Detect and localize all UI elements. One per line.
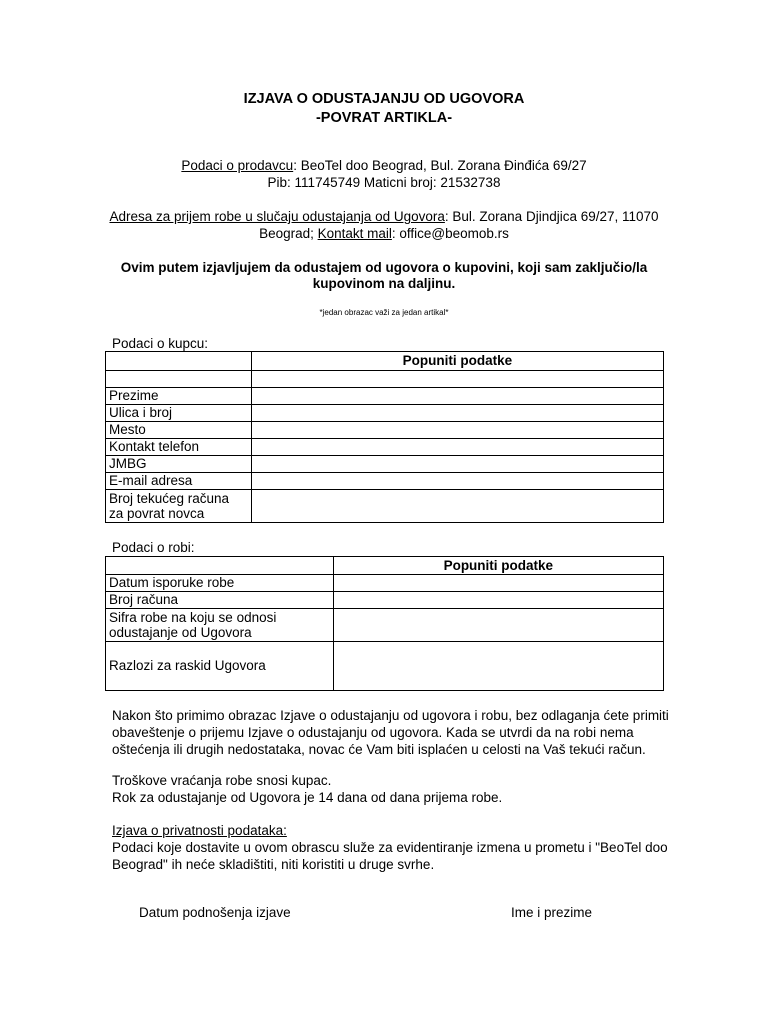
goods-heading: Podaci o robi:	[112, 540, 195, 555]
goods-reasons-label: Razlozi za raskid Ugovora	[106, 642, 334, 691]
table-row	[106, 642, 664, 691]
buyer-column-header: Popuniti podatke	[251, 352, 663, 371]
buyer-row-label: Kontakt telefon	[106, 439, 252, 456]
buyer-row-label: JMBG	[106, 456, 252, 473]
table-row	[106, 456, 664, 473]
costs-paragraph	[112, 772, 712, 806]
table-row	[106, 422, 664, 439]
buyer-input-cell[interactable]	[251, 490, 663, 523]
goods-row-label: Broj računa	[106, 592, 334, 609]
table-row	[106, 405, 664, 422]
refund-paragraph	[112, 707, 712, 758]
table-row	[106, 388, 664, 405]
goods-input-cell[interactable]	[333, 609, 663, 642]
buyer-bank-label	[106, 490, 252, 523]
table-row	[106, 609, 664, 642]
buyer-header-row	[106, 352, 664, 371]
buyer-row-label	[106, 371, 252, 388]
buyer-row-label: Mesto	[106, 422, 252, 439]
paragraph-line: Beograd" ih neće skladištiti, niti koristiti u druge svrhe.	[112, 857, 435, 872]
paragraph-line: Podaci koje dostavite u ovom obrascu služe za evidentiranje izmena u prometu i "BeoTel doo	[112, 840, 668, 855]
document-title: IZJAVA O ODUSTAJANJU OD UGOVORA	[243, 91, 525, 107]
buyer-row-label: E-mail adresa	[106, 473, 252, 490]
goods-input-cell[interactable]	[333, 642, 663, 691]
contact-mail-value: : office@beomob.rs	[391, 226, 509, 241]
buyer-input-cell[interactable]	[251, 388, 663, 405]
return-address	[0, 208, 768, 225]
goods-input-cell[interactable]	[333, 592, 663, 609]
table-row	[106, 575, 664, 592]
goods-column-header: Popuniti podatke	[333, 557, 663, 575]
submission-date-label: Datum podnošenja izjave	[139, 905, 291, 920]
paragraph-line: Rok za odustajanje od Ugovora je 14 dana od dana prijema robe.	[112, 790, 503, 805]
document-subtitle: -POVRAT ARTIKLA-	[315, 110, 453, 126]
goods-header-row	[106, 557, 664, 575]
goods-code-label	[106, 609, 334, 642]
address-label: Adresa za prijem robe u slučaju odustajanja od Ugovora	[109, 209, 445, 224]
table-cell	[106, 557, 334, 575]
declaration-line-1: Ovim putem izjavljujem da odustajem od ugovora o kupovini, koji sam zaključio/la	[120, 260, 648, 275]
paragraph-line: Troškove vraćanja robe snosi kupac.	[112, 773, 332, 788]
seller-info	[0, 157, 768, 174]
full-name-label: Ime i prezime	[511, 905, 593, 920]
seller-value: : BeoTel doo Beograd, Bul. Zorana Đinđića 69/27	[293, 158, 587, 173]
buyer-input-cell[interactable]	[251, 456, 663, 473]
paragraph-line: Nakon što primimo obrazac Izjave o odustajanju od ugovora i robu, bez odlaganja ćete primiti	[112, 708, 669, 723]
seller-ids: Pib: 111745749 Maticni broj: 21532738	[267, 175, 501, 190]
goods-table	[105, 556, 664, 691]
address-city: Beograd;	[259, 226, 318, 241]
contact-mail-label: Kontakt mail	[317, 226, 392, 241]
form-note: *jedan obrazac važi za jedan artikal*	[319, 308, 449, 317]
privacy-section	[112, 822, 712, 873]
buyer-input-cell[interactable]	[251, 405, 663, 422]
address-value: : Bul. Zorana Djindjica 69/27, 11070	[444, 209, 659, 224]
table-row	[106, 473, 664, 490]
bank-label-line-1: Broj tekućeg računa	[109, 490, 230, 506]
table-row	[106, 592, 664, 609]
buyer-input-cell[interactable]	[251, 439, 663, 456]
buyer-row-label: Prezime	[106, 388, 252, 405]
code-label-line-2: odustajanje od Ugovora	[109, 625, 252, 640]
buyer-heading: Podaci o kupcu:	[112, 336, 209, 351]
privacy-heading: Izjava o privatnosti podataka:	[112, 823, 287, 838]
paragraph-line: obaveštenje o prijemu Izjave o odustajanju od ugovora. Kada se utvrdi da na robi nema	[112, 725, 634, 740]
seller-label: Podaci o prodavcu	[181, 158, 294, 173]
table-cell	[106, 352, 252, 371]
buyer-input-cell[interactable]	[251, 473, 663, 490]
contact-line	[0, 225, 768, 242]
code-label-line-1: Sifra robe na koju se odnosi	[109, 609, 277, 625]
buyer-table	[105, 351, 664, 523]
table-row	[106, 371, 664, 388]
buyer-input-cell[interactable]	[251, 371, 663, 388]
goods-row-label: Datum isporuke robe	[106, 575, 334, 592]
bank-label-line-2: za povrat novca	[109, 506, 205, 521]
goods-input-cell[interactable]	[333, 575, 663, 592]
buyer-row-label: Ulica i broj	[106, 405, 252, 422]
table-row	[106, 439, 664, 456]
table-row	[106, 490, 664, 523]
buyer-input-cell[interactable]	[251, 422, 663, 439]
declaration-line-2: kupovinom na daljinu.	[312, 276, 456, 291]
paragraph-line: oštećenja ili drugih nedostataka, novac će Vam biti isplaćen u celosti na Vaš tekući račun.	[112, 742, 646, 757]
